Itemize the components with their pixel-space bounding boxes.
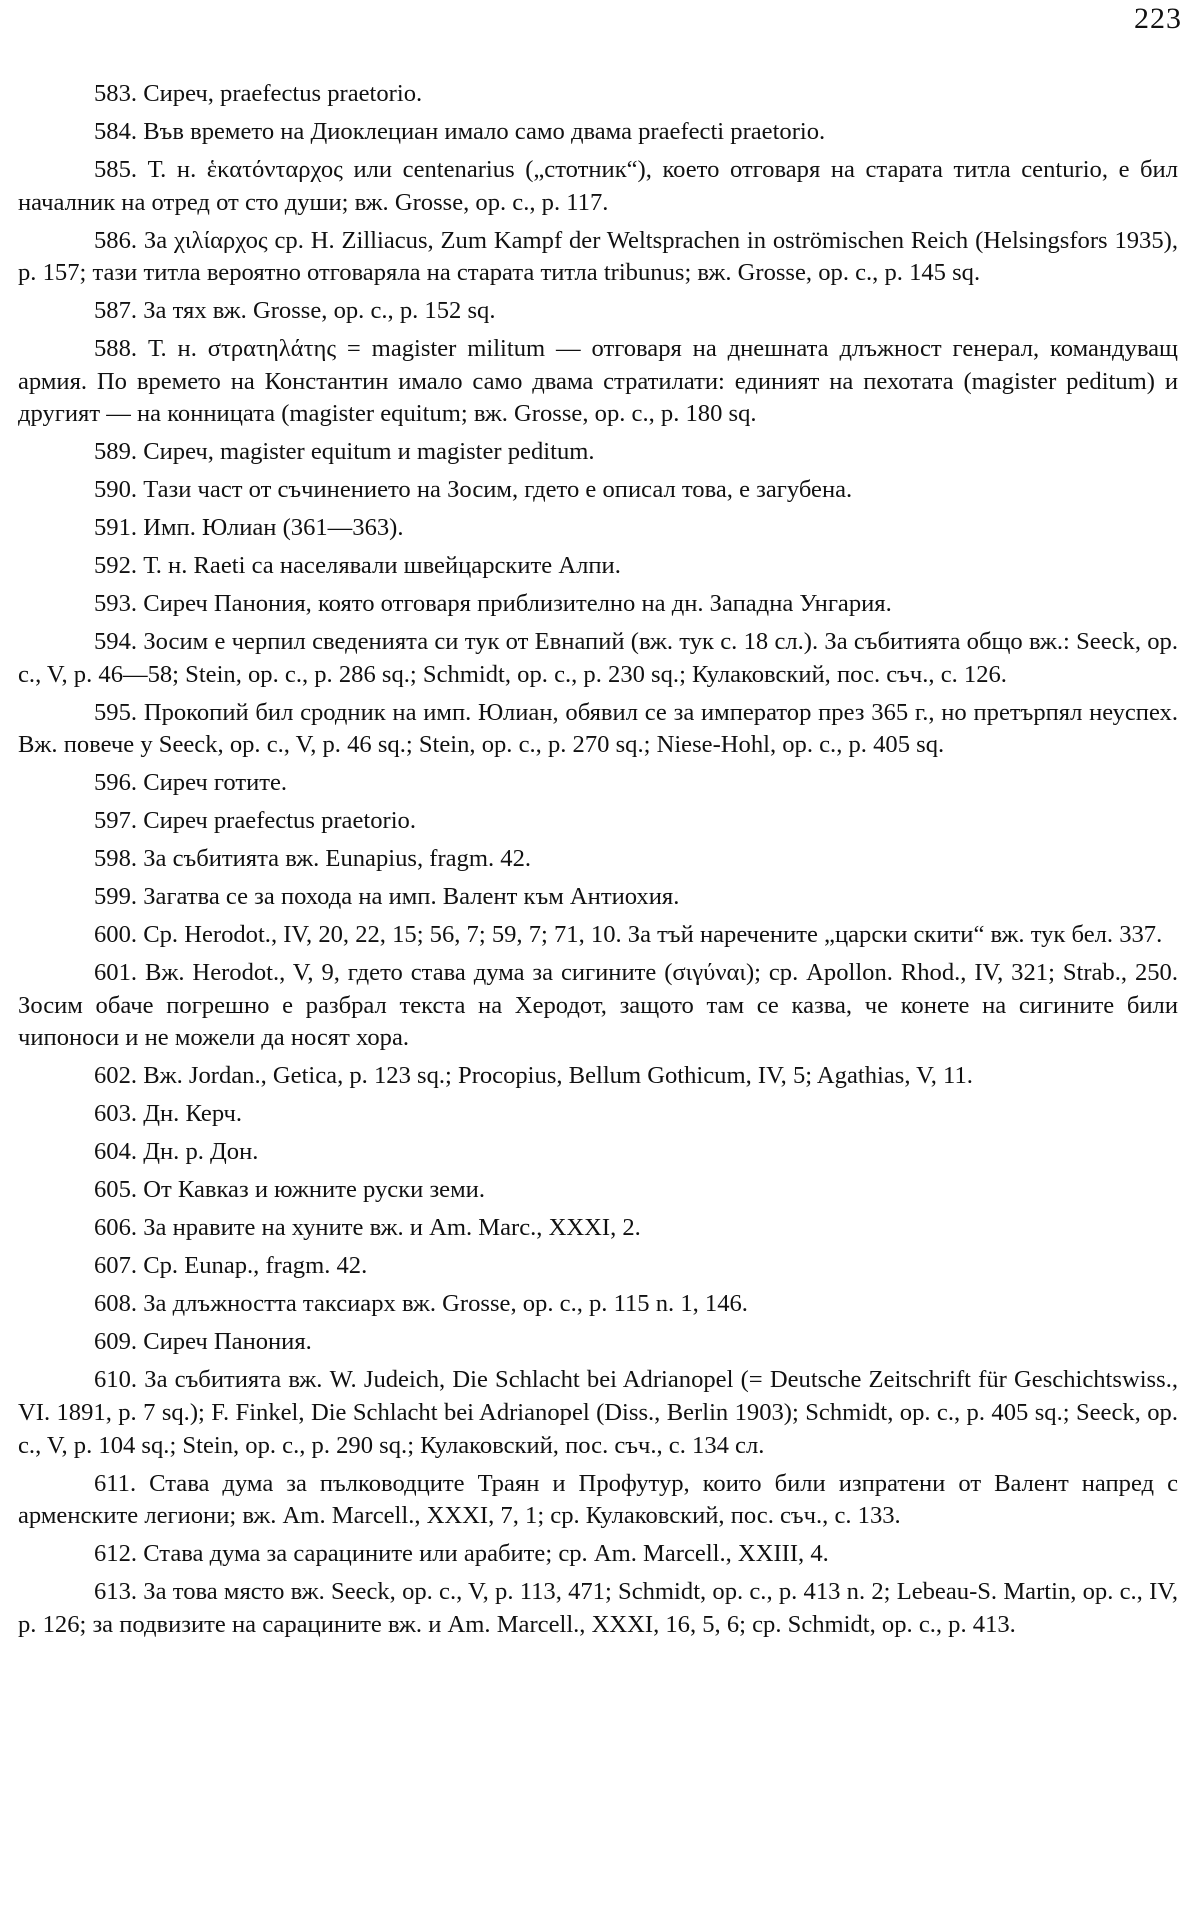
note-text: Имп. Юлиан (361—363). [143,514,404,542]
endnote [18,1468,1178,1533]
endnote [18,225,1178,290]
endnote [18,626,1178,691]
note-text: Сиреч, magister equitum и magister peditum. [143,438,595,466]
note-text: За това място вж. Seeck, op. c., V, p. 113, 471; Schmidt, op. c., p. 413 n. 2; Lebeau-S. Martin, op. c., IV, p. 126; за подвизите на сарацините вж. и Am. Marcell., XXXI, 16, 5, 6; ср. Schmidt, op. c., p. 413. [18,1578,1178,1638]
endnote [18,1326,1178,1359]
note-number: 587. [94,297,138,325]
endnote [18,474,1178,507]
note-text: За събитията вж. Eunapius, fragm. 42. [143,845,532,873]
note-text: Тази част от съчинението на Зосим, гдето е описал това, е загубена. [143,476,853,504]
note-number: 591. [94,514,138,542]
note-text: За χιλίαρχος ср. H. Zilliacus, Zum Kampf der Weltsprachen in oströmischen Reich (Helsingsfors 1935), p. 157; тази титла вероятно отговаряла на старата титла tribunus; вж. Grosse, op. c., p. 145 sq. [18,226,1178,287]
note-text: От Кавказ и южните руски земи. [143,1176,485,1204]
note-number: 585. [94,155,138,183]
note-text: За длъжността таксиарх вж. Grosse, op. c., p. 115 n. 1, 146. [143,1290,748,1318]
note-text: Т. н. στρατηλάτης = magister militum — отговаря на днешната длъжност генерал, командуващ армия. По времето на Константин имало само двама стратилати: единият на пехотата (magister peditum) и другият — на конницата (magister equitum; вж. Grosse, op. c., p. 180 sq. [18,335,1178,428]
note-number: 602. [94,1062,138,1090]
note-number: 606. [94,1214,138,1242]
note-number: 607. [94,1252,138,1280]
note-text: Т. н. Raeti са населявали швейцарските Алпи. [143,552,621,580]
note-number: 596. [94,769,138,797]
endnote [18,1364,1178,1462]
endnote [18,512,1178,545]
note-text: Ср. Herodot., IV, 20, 22, 15; 56, 7; 59, 7; 71, 10. За тъй наречените „царски скити“ вж. тук бел. 337. [143,921,1163,949]
note-number: 600. [94,921,138,949]
endnote [18,333,1178,431]
note-text: Т. н. ἑκατόνταρχος или centenarius („стотник“), което отговаря на старата титла centurio, е бил началник на отред от сто души; вж. Grosse, op. c., p. 117. [18,155,1178,216]
note-number: 597. [94,807,138,835]
note-text: За събитията вж. W. Judeich, Die Schlacht bei Adrianopel (= Deutsche Zeitschrift für Geschichtswiss., VI. 1891, p. 7 sq.); F. Finkel, Die Schlacht bei Adrianopel (Diss., Berlin 1903); Schmidt, op. c., p. 405 sq.; Seeck, op. c., V, p. 104 sq.; Stein, op. c., p. 290 sq.; Кулаковский, пос. съч., с. 134 сл. [18,1366,1178,1459]
note-number: 604. [94,1138,138,1166]
note-text: Загатва се за похода на имп. Валент към Антиохия. [143,883,680,911]
note-number: 589. [94,438,138,466]
note-text: Сиреч Панония. [143,1328,312,1356]
note-number: 608. [94,1290,138,1318]
endnote [18,1174,1178,1207]
endnote [18,116,1178,149]
note-text: Дн. Керч. [143,1100,243,1128]
note-number: 599. [94,883,138,911]
endnote [18,919,1178,952]
endnote [18,588,1178,621]
note-text: Вж. Herodot., V, 9, гдето става дума за сигините (σιγύναι); ср. Apollon. Rhod., IV, 321; Strab., 250. Зосим обаче погрешно е разбрал текста на Херодот, защото там се казва, че конете на сигините били чипоноси и не можели да носят хора. [18,959,1178,1052]
page-number: 223 [1134,2,1182,35]
endnote [18,436,1178,469]
endnote [18,805,1178,838]
note-text: Става дума за пълководците Траян и Профутур, които били изпратени от Валент напред с арменските легиони; вж. Am. Marcell., XXXI, 7, 1; ср. Кулаковский, пос. съч., с. 133. [18,1469,1178,1530]
note-text: Сиреч Панония, която отговаря приблизително на дн. Западна Унгария. [143,590,892,618]
endnote [18,1060,1178,1093]
note-number: 603. [94,1100,138,1128]
note-text: Във времето на Диоклециан имало само двама praefecti praetorio. [143,117,826,145]
endnote [18,1098,1178,1131]
note-number: 598. [94,845,138,873]
endnote [18,550,1178,583]
note-text: Ср. Eunap., fragm. 42. [143,1252,368,1280]
note-number: 592. [94,552,138,580]
note-number: 584. [94,117,138,145]
endnote [18,767,1178,800]
note-number: 594. [94,628,138,656]
endnotes-list [18,78,1178,1647]
note-text: Дн. р. Дон. [143,1138,259,1166]
endnote [18,1288,1178,1321]
endnote [18,957,1178,1055]
note-text: Сиреч praefectus praetorio. [143,807,416,835]
note-number: 588. [94,335,138,363]
note-number: 612. [94,1540,138,1568]
note-text: Прокопий бил сродник на имп. Юлиан, обявил се за император през 365 г., но претърпял неуспех. Вж. повече у Seeck, op. c., V, p. 46 sq.; Stein, op. c., p. 270 sq.; Niese-Hohl, op. c., p. 405 sq. [18,698,1178,759]
note-text: За нравите на хуните вж. и Am. Marc., XXXI, 2. [143,1214,641,1242]
endnote [18,1136,1178,1169]
endnote [18,881,1178,914]
note-number: 605. [94,1176,138,1204]
note-number: 601. [94,959,138,987]
note-text: Зосим е черпил сведенията си тук от Евнапий (вж. тук с. 18 сл.). За събитията общо вж.: Seeck, op. c., V, p. 46—58; Stein, op. c., p. 286 sq.; Schmidt, op. c., p. 230 sq.; Кулаковский, пос. съч., с. 126. [18,628,1178,688]
endnote [18,1538,1178,1571]
note-text: Вж. Jordan., Getica, p. 123 sq.; Procopius, Bellum Gothicum, IV, 5; Agathias, V, 11. [143,1062,973,1090]
note-number: 609. [94,1328,138,1356]
note-number: 613. [94,1578,138,1606]
note-number: 610. [94,1366,138,1394]
endnote [18,1576,1178,1641]
note-text: Сиреч готите. [143,769,288,797]
endnote [18,843,1178,876]
endnote [18,1212,1178,1245]
endnote [18,78,1178,111]
note-number: 611. [94,1469,137,1497]
note-number: 590. [94,476,138,504]
endnote [18,295,1178,328]
note-number: 586. [94,226,138,254]
note-number: 593. [94,590,138,618]
note-text: За тях вж. Grosse, op. c., p. 152 sq. [143,297,496,325]
endnote [18,697,1178,762]
note-text: Сиреч, praefectus praetorio. [143,80,423,107]
note-number: 595. [94,698,138,726]
endnote [18,1250,1178,1283]
endnote [18,154,1178,219]
note-number: 583. [94,80,138,107]
note-text: Става дума за сарацините или арабите; ср. Am. Marcell., XXIII, 4. [143,1540,829,1568]
